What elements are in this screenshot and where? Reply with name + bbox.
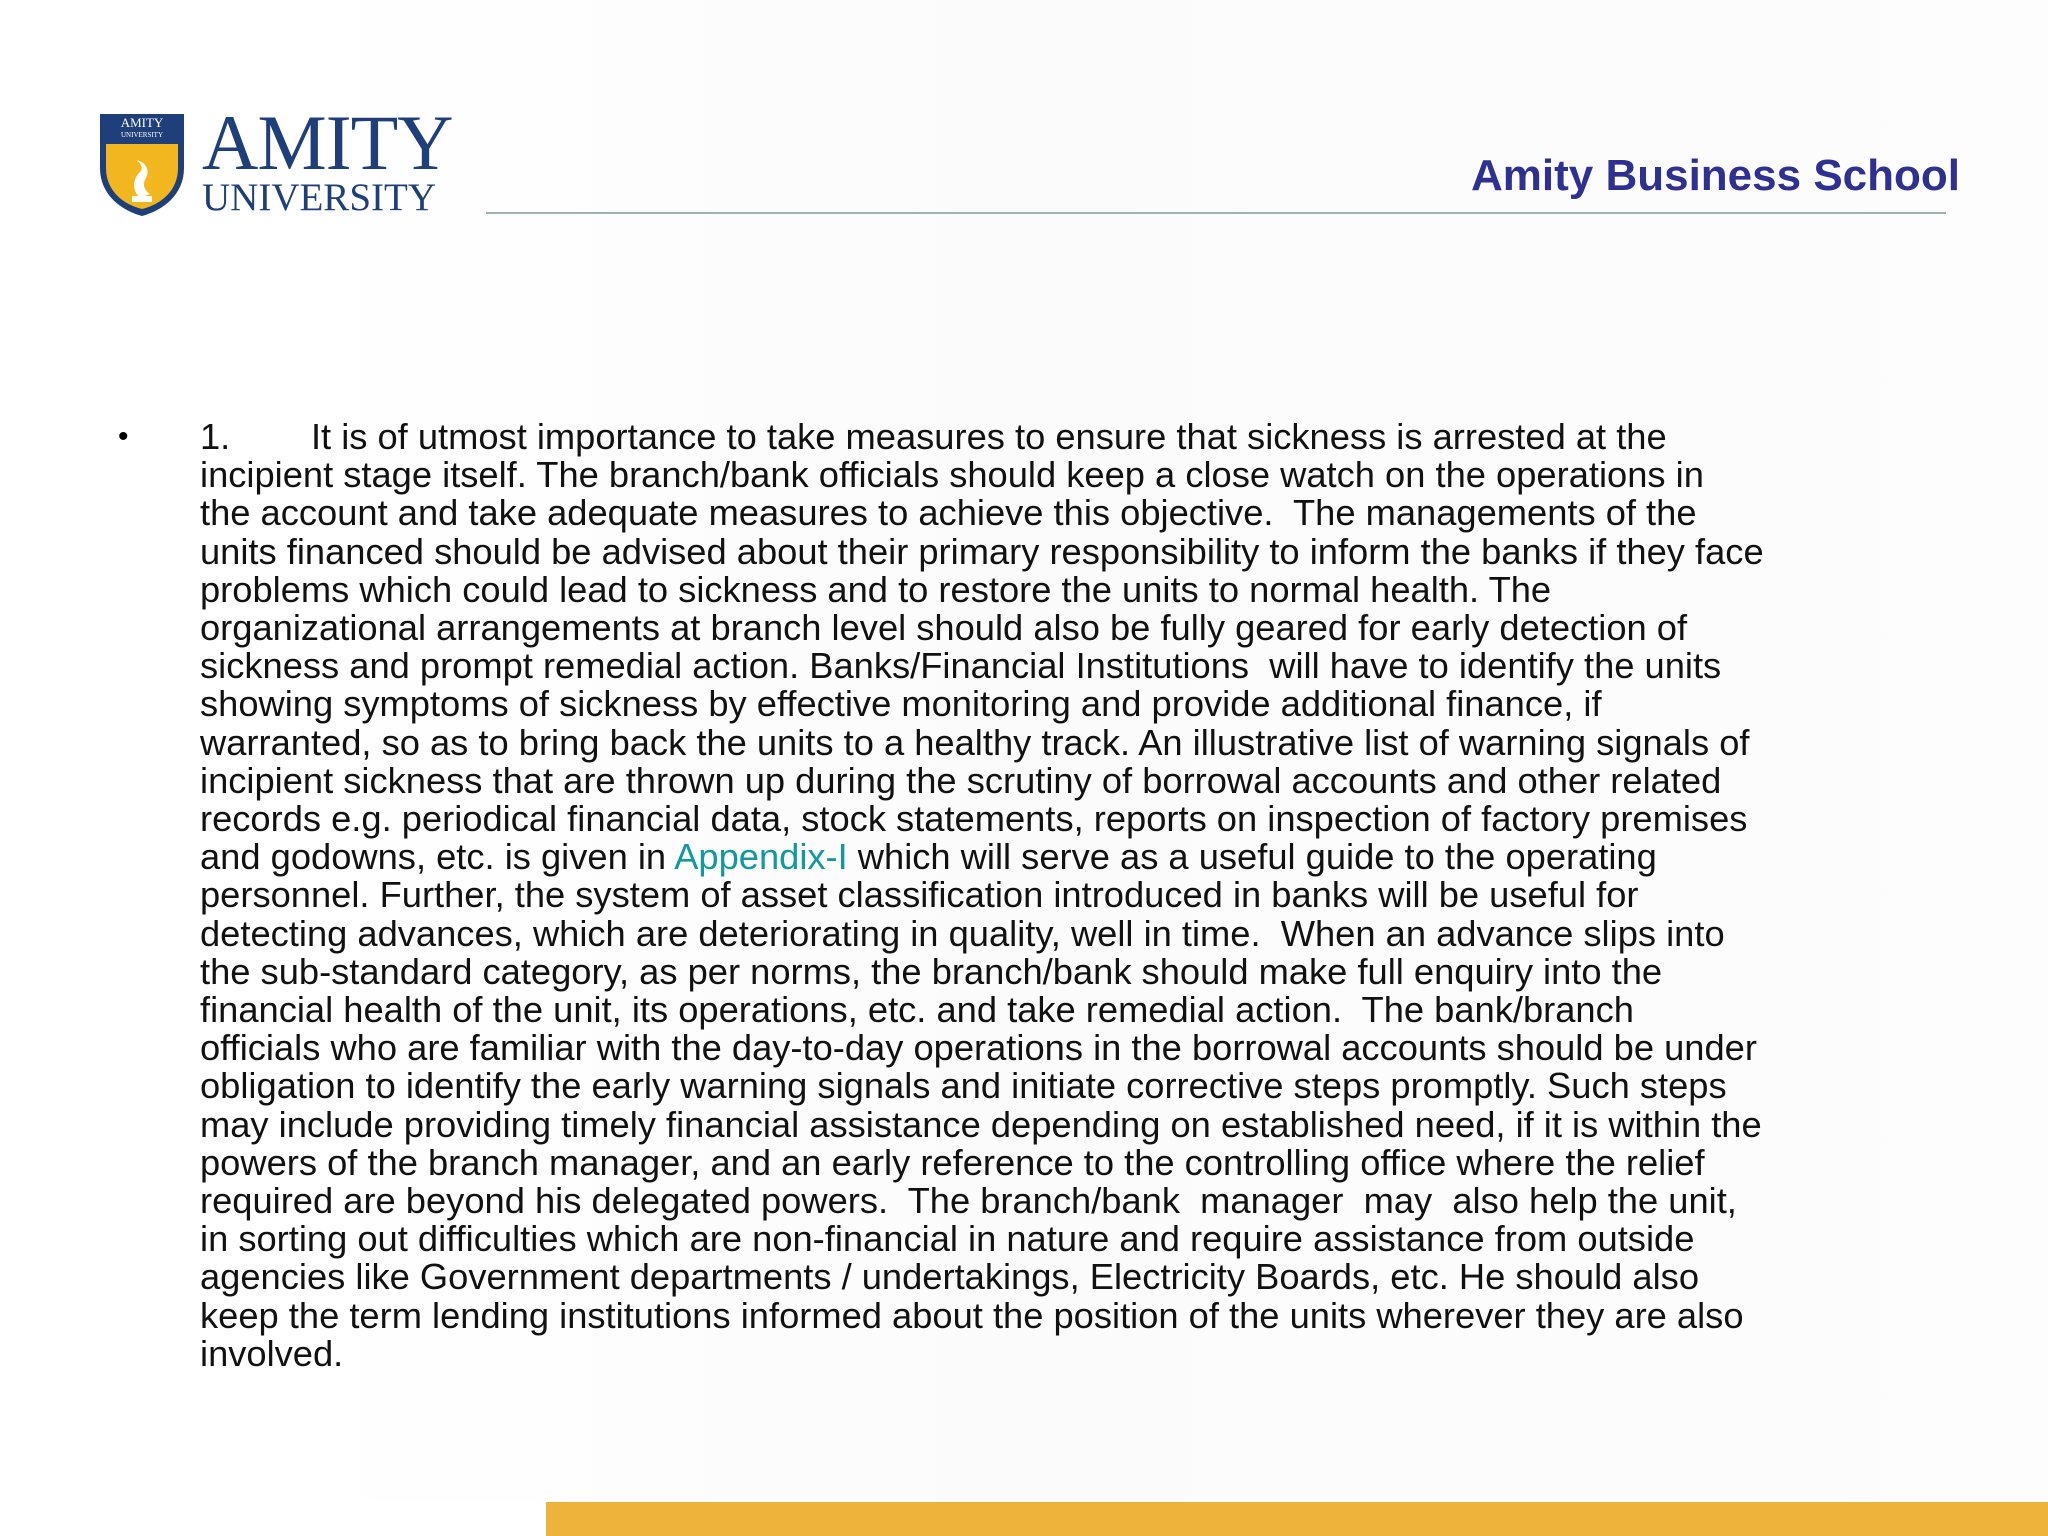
shield-subtext: UNIVERSITY [121,131,163,139]
school-title: Amity Business School [1470,151,1960,200]
footer-accent-bar [546,1502,2048,1536]
shield-icon [96,110,188,218]
bullet-marker: • [118,420,129,453]
body-paragraph [200,418,2048,1373]
amity-university-logo [96,99,453,220]
logo-subtitle: UNIVERSITY [202,176,436,219]
logo-wordmark: AMITY [202,99,453,186]
paragraph-text-part-1: 1. It is of utmost importance to take measures to ensure that sickness is arrested at the incipient stage itself. The branch/bank officials should keep a close watch on the operations in the account and take adequate measures to achieve this objective. The managements of the units financed should be advised about their primary responsibility to inform the banks if they face problems which could lead to sickness and to restore the units to normal health. The organizational arrangements at branch level should also be fully geared for early detection of sickness and prompt remedial action. Banks/Financial Institutions will have to identify the units showing symptoms of sickness by effective monitoring and provide additional finance, if warranted, so as to bring back the units to a healthy track. An illustrative list of warning signals of incipient sickness that are thrown up during the scrutiny of borrowal accounts and other related records e.g. periodical financial data, stock statements, reports on inspection of factory premises and godowns, etc. is given in [200,416,1764,878]
paragraph-text-part-2: which will serve as a useful guide to the operating personnel. Further, the system of asset classification introduced in banks will be useful for detecting advances, which are deteriorating in quality, well in time. When an advance slips into the sub-standard category, as per norms, the branch/bank should make full enquiry into the financial health of the unit, its operations, etc. and take remedial action. The bank/branch officials who are familiar with the day-to-day operations in the borrowal accounts should be under obligation to identify the early warning signals and initiate corrective steps promptly. Such steps may include providing timely financial assistance depending on established need, if it is within the powers of the branch manager, and an early reference to the controlling office where the relief required are beyond his delegated powers. The branch/bank manager may also help the unit, in sorting out difficulties which are non-financial in nature and require assistance from outside agencies like Government departments / undertakings, Electricity Boards, etc. He should also keep the term lending institutions informed about the position of the units wherever they are also involved. [200,836,1762,1374]
appendix-link[interactable]: Appendix-I [674,836,848,878]
header-divider [486,212,1946,214]
shield-text: AMITY [120,115,164,130]
